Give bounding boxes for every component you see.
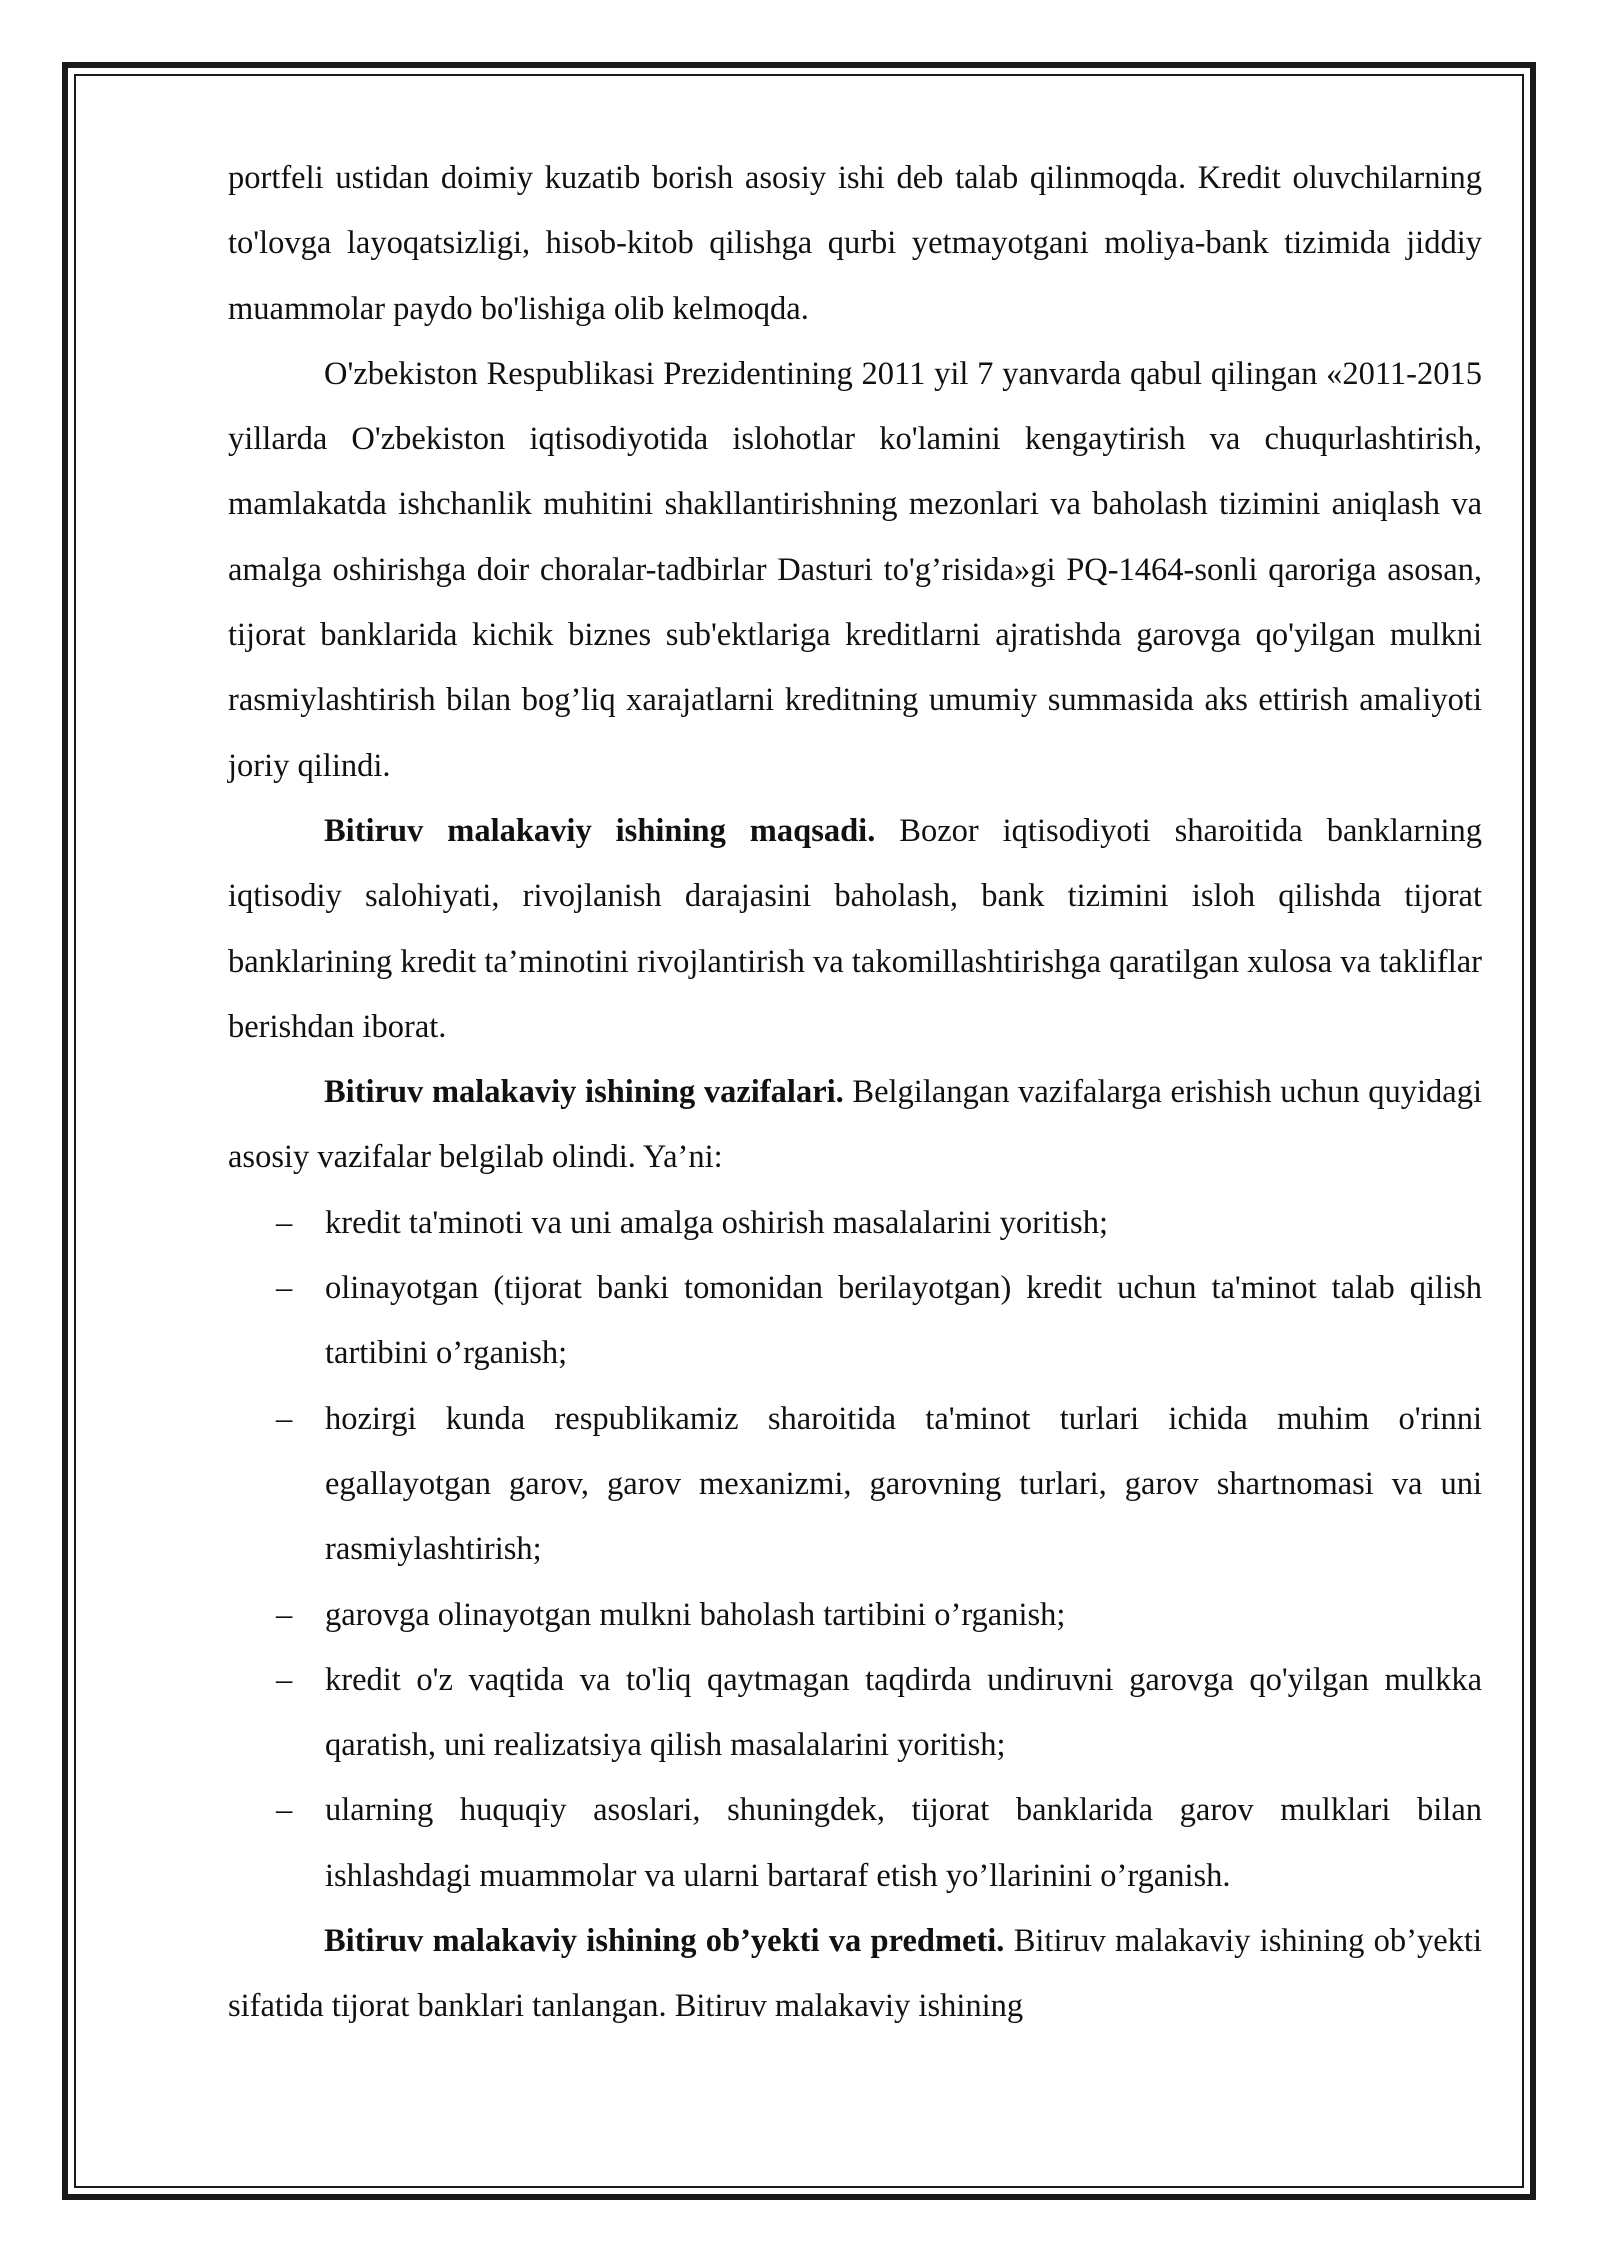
list-item <box>228 1778 1482 1909</box>
list-item-text: olinayotgan (tijorat banki tomonidan berilayotgan) kredit uchun ta'minot talab qilish tartibini o’rganish; <box>325 1270 1482 1372</box>
paragraph-president-decree: O'zbekiston Respublikasi Prezidentining 2011 yil 7 yanvarda qabul qilingan «2011-2015 yillarda O'zbekiston iqtisodiyotida islohotlar ko'lamini kengaytirish va chuqurlashtirish, mamlakatda ishchanlik muhitini shakllantirishning mezonlari va baholash tizimini aniqlash va amalga oshirishga doir choralar-tadbirlar Dasturi to'g’risida»gi PQ-1464-sonli qaroriga asosan, tijorat banklarida kichik biznes sub'ektlariga kreditlarni ajratishda garovga qo'yilgan mulkni rasmiylashtirish bilan bog’liq xarajatlarni kreditning umumiy summasida aks ettirish amaliyoti joriy qilindi. <box>228 355 1482 784</box>
list-item-text: garovga olinayotgan mulkni baholash tartibini o’rganish; <box>325 1596 1066 1633</box>
list-item <box>228 1648 1482 1779</box>
tasks-list <box>228 1191 1482 1909</box>
list-item-text: kredit ta'minoti va uni amalga oshirish masalalarini yoritish; <box>325 1204 1108 1241</box>
paragraph-object-subject <box>228 1909 1482 2040</box>
list-item-text: kredit o'z vaqtida va to'liq qaytmagan taqdirda undiruvni garovga qo'yilgan mulkka qaratish, uni realizatsiya qilish masalalarini yoritish; <box>325 1661 1482 1764</box>
paragraph-tasks <box>228 1060 1482 1191</box>
list-item-text: hozirgi kunda respublikamiz sharoitida ta'minot turlari ichida muhim o'rinni egallayotgan garov, garov mexanizmi, garovning turlari, garov shartnomasi va uni rasmiylashtirish; <box>325 1400 1482 1568</box>
list-item <box>228 1583 1482 1648</box>
list-dash-marker: – <box>276 1400 293 1437</box>
paragraph-purpose <box>228 799 1482 1060</box>
list-dash-marker: – <box>276 1270 293 1307</box>
document-body <box>228 146 1482 2040</box>
list-item <box>228 1191 1482 1256</box>
list-item-text: ularning huquqiy asoslari, shuningdek, tijorat banklarida garov mulklari bilan ishlashdagi muammolar va ularni bartaraf etish yo’llarinini o’rganish. <box>325 1792 1482 1894</box>
tasks-text: Belgilangan vazifalarga erishish uchun quyidagi asosiy vazifalar belgilab olindi. Ya’ni: <box>228 1074 1483 1176</box>
object-heading: Bitiruv malakaviy ishining ob’yekti va predmeti. <box>324 1923 1005 1960</box>
list-item <box>228 1387 1482 1583</box>
purpose-heading: Bitiruv malakaviy ishining maqsadi. <box>324 812 876 849</box>
list-dash-marker: – <box>276 1204 293 1241</box>
list-dash-marker: – <box>276 1661 293 1698</box>
purpose-text: Bozor iqtisodiyoti sharoitida banklarning iqtisodiy salohiyati, rivojlanish darajasini baholash, bank tizimini isloh qilishda tijorat banklarining kredit ta’minotini rivojlantirish va takomillashtirishga qaratilgan xulosa va takliflar berishdan iborat. <box>228 812 1482 1045</box>
list-item <box>228 1256 1482 1387</box>
list-dash-marker: – <box>276 1792 293 1829</box>
paragraph-portfolio: portfeli ustidan doimiy kuzatib borish asosiy ishi deb talab qilinmoqda. Kredit oluvchilarning to'lovga layoqatsizligi, hisob-kitob qilishga qurbi yetmayotgani moliya-bank tizimida jiddiy muammolar paydo bo'lishiga olib kelmoqda. <box>228 160 1482 327</box>
tasks-heading: Bitiruv malakaviy ishining vazifalari. <box>324 1074 844 1111</box>
list-dash-marker: – <box>276 1596 293 1633</box>
object-text: Bitiruv malakaviy ishining ob’yekti sifatida tijorat banklari tanlangan. Bitiruv malakaviy ishining <box>228 1923 1482 2025</box>
